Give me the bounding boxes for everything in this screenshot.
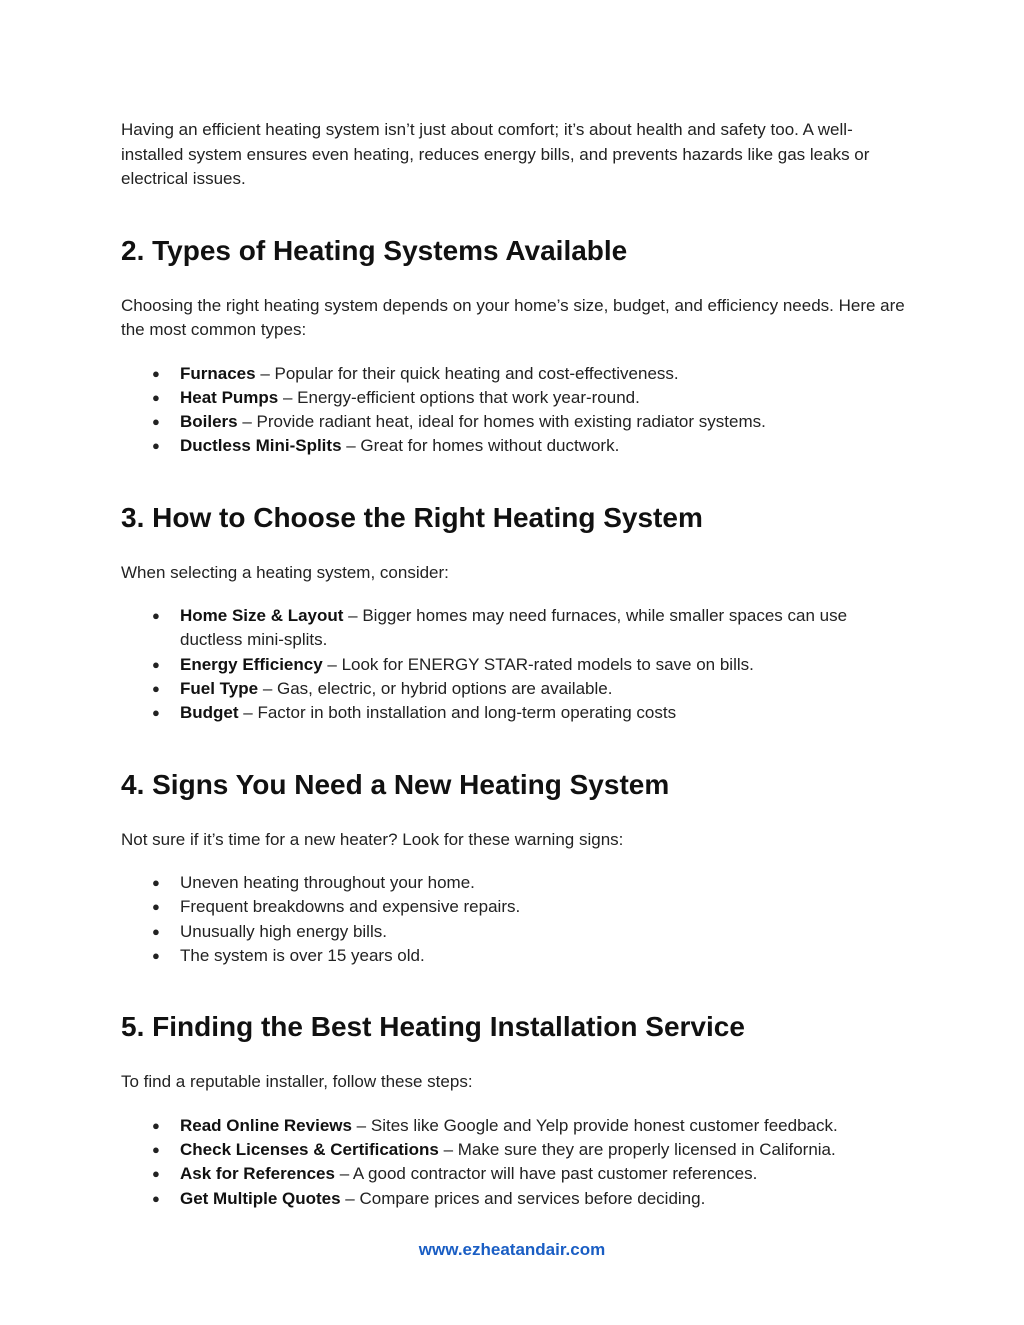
item-term: Home Size & Layout <box>180 606 344 626</box>
section-types <box>121 234 911 459</box>
bullet-list <box>121 1114 911 1211</box>
list-item <box>121 1114 911 1138</box>
list-item <box>121 434 911 458</box>
item-term: Ask for References <box>180 1164 335 1184</box>
list-item <box>121 362 911 386</box>
section-heading: 4. Signs You Need a New Heating System <box>121 768 670 800</box>
section-finding <box>121 1010 911 1211</box>
section-heading: 2. Types of Heating Systems Available <box>121 234 628 266</box>
item-text: – Sites like Google and Yelp provide honest customer feedback. <box>351 1115 838 1135</box>
section-lead: Choosing the right heating system depends on your home’s size, budget, and efficiency needs. Here are the most common types: <box>121 295 905 339</box>
bullet-list <box>121 871 911 968</box>
item-text: – Make sure they are properly licensed in California. <box>438 1140 836 1160</box>
item-term: Heat Pumps <box>180 387 279 407</box>
item-text: – Gas, electric, or hybrid options are available. <box>258 679 613 699</box>
list-item <box>121 410 911 434</box>
item-term: Boilers <box>180 412 238 432</box>
item-term: Energy Efficiency <box>180 654 323 674</box>
item-text: – Great for homes without ductwork. <box>341 436 620 456</box>
list-item <box>121 604 911 653</box>
list-item <box>121 871 911 895</box>
item-term: Get Multiple Quotes <box>180 1188 341 1208</box>
item-term: Ductless Mini-Splits <box>180 436 342 456</box>
list-item <box>121 1162 911 1186</box>
list-item <box>121 386 911 410</box>
section-lead: Not sure if it’s time for a new heater? Look for these warning signs: <box>121 829 624 849</box>
item-text: Frequent breakdowns and expensive repairs. <box>180 897 521 917</box>
intro-paragraph: Having an efficient heating system isn’t just about comfort; it’s about health and safety too. A well-installed system ensures even heating, reduces energy bills, and prevents hazards like gas leaks or electrical issues. <box>121 120 870 188</box>
bullet-list <box>121 362 911 459</box>
list-item <box>121 653 911 677</box>
list-item <box>121 1138 911 1162</box>
item-text: Unusually high energy bills. <box>180 921 387 941</box>
website-link[interactable]: www.ezheatandair.com <box>418 1240 606 1259</box>
item-term: Read Online Reviews <box>180 1115 352 1135</box>
item-text: – Popular for their quick heating and cost-effectiveness. <box>255 363 679 383</box>
list-item <box>121 920 911 944</box>
list-item <box>121 677 911 701</box>
item-text: – Energy-efficient options that work year-round. <box>278 387 640 407</box>
item-text: – A good contractor will have past customer references. <box>334 1164 758 1184</box>
list-item <box>121 1187 911 1211</box>
bullet-list <box>121 604 911 725</box>
item-text: Uneven heating throughout your home. <box>180 873 475 893</box>
item-text: The system is over 15 years old. <box>180 946 425 966</box>
item-term: Furnaces <box>180 363 256 383</box>
section-heading: 5. Finding the Best Heating Installation Service <box>121 1011 745 1043</box>
section-heading: 3. How to Choose the Right Heating System <box>121 501 703 533</box>
item-text: – Look for ENERGY STAR-rated models to save on bills. <box>322 654 754 674</box>
item-term: Fuel Type <box>180 679 259 699</box>
item-text: – Factor in both installation and long-term operating costs <box>238 703 677 723</box>
item-text: – Compare prices and services before deciding. <box>340 1188 706 1208</box>
item-term: Budget <box>180 703 239 723</box>
item-term: Check Licenses & Certifications <box>180 1140 439 1160</box>
list-item <box>121 701 911 725</box>
section-lead: To find a reputable installer, follow these steps: <box>121 1072 473 1092</box>
section-choose <box>121 501 911 726</box>
list-item <box>121 895 911 919</box>
item-text: – Bigger homes may need furnaces, while smaller spaces can use ductless mini-splits. <box>180 606 848 650</box>
section-signs <box>121 768 911 969</box>
section-lead: When selecting a heating system, consider: <box>121 562 449 582</box>
item-text: – Provide radiant heat, ideal for homes with existing radiator systems. <box>237 412 766 432</box>
list-item <box>121 944 911 968</box>
document-page <box>121 118 911 1211</box>
